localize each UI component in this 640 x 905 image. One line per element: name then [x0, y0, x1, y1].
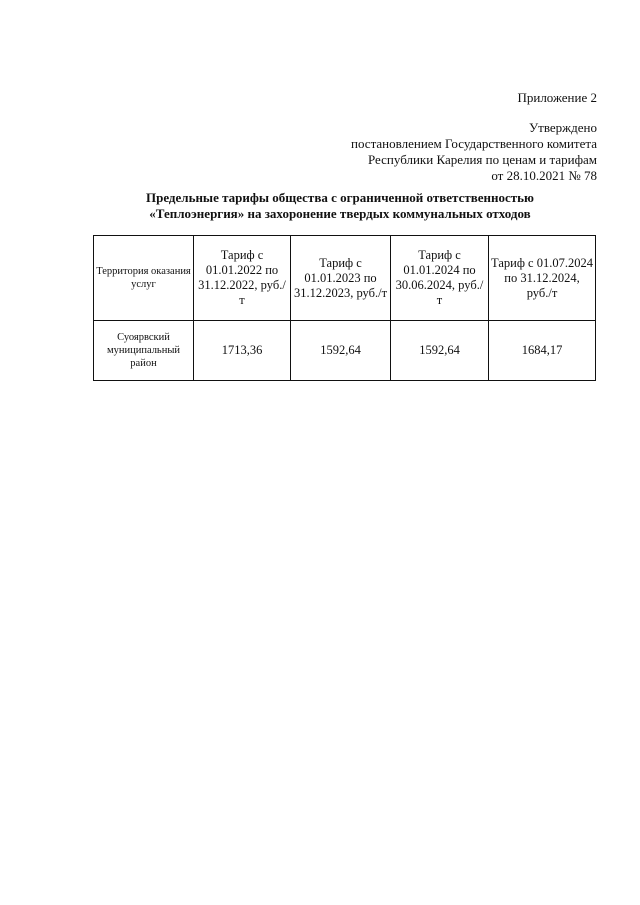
approval-line: Утверждено — [528, 120, 597, 135]
tariff-value-2022: 1713,36 — [194, 321, 291, 381]
tariff-value-2024-h2: 1684,17 — [489, 321, 596, 381]
approval-line: Республики Карелия по ценам и тарифам — [367, 152, 597, 167]
column-header-tariff-2024-h2: Тариф с 01.07.2024 по 31.12.2024, руб./т — [489, 236, 596, 321]
title-line: «Теплоэнергия» на захоронение твердых коммунальных отходов — [149, 206, 531, 221]
approval-block — [351, 120, 597, 184]
tariff-value-2023: 1592,64 — [291, 321, 391, 381]
tariff-table — [93, 235, 596, 381]
column-header-tariff-2022: Тариф с 01.01.2022 по 31.12.2022, руб./т — [194, 236, 291, 321]
column-header-tariff-2024-h1: Тариф с 01.01.2024 по 30.06.2024, руб./т — [391, 236, 489, 321]
document-title — [60, 190, 620, 222]
annex-label: Приложение 2 — [517, 90, 597, 105]
approval-line: от 28.10.2021 № 78 — [491, 168, 597, 183]
table-header-row — [94, 236, 596, 321]
tariff-value-2024-h1: 1592,64 — [391, 321, 489, 381]
title-line: Предельные тарифы общества с ограниченной ответственностью — [145, 190, 534, 205]
approval-line: постановлением Государственного комитета — [351, 136, 597, 151]
territory-cell: Суоярвский муниципальный район — [94, 321, 194, 381]
column-header-tariff-2023: Тариф с 01.01.2023 по 31.12.2023, руб./т — [291, 236, 391, 321]
column-header-territory: Территория оказания услуг — [94, 236, 194, 321]
table-row — [94, 321, 596, 381]
